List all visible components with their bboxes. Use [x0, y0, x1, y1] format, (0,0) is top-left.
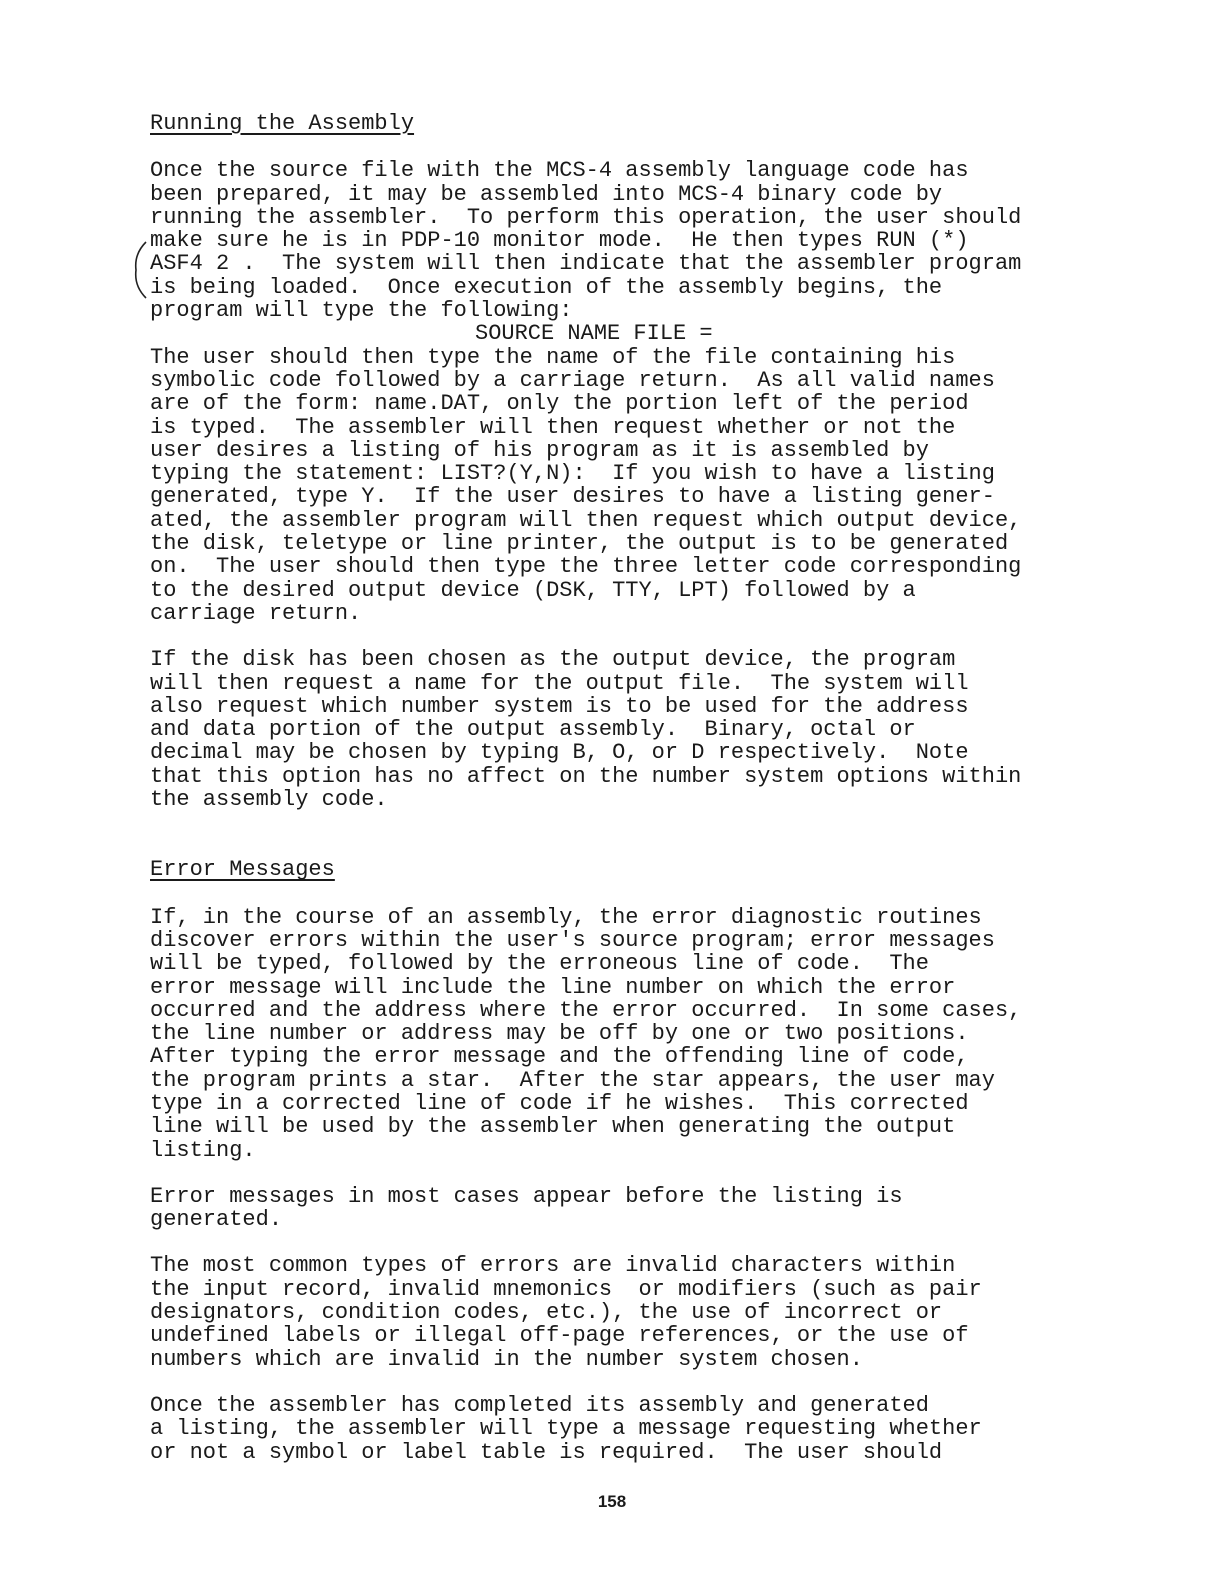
text-line: type in a corrected line of code if he wishes. This corrected	[150, 1090, 969, 1116]
text-line: on. The user should then type the three letter code corresponding	[150, 554, 1022, 580]
text-line: is being loaded. Once execution of the assembly begins, the	[150, 274, 943, 300]
text-line: been prepared, it may be assembled into MCS-4 binary code by	[150, 181, 943, 207]
text-line: the assembly code.	[150, 787, 388, 813]
paragraph-common-errors	[150, 1254, 1110, 1370]
paragraph-running-intro	[150, 159, 1110, 322]
paragraph-error-timing	[150, 1185, 1110, 1232]
text-line: If the disk has been chosen as the output device, the program	[150, 647, 956, 673]
text-line: numbers which are invalid in the number system chosen.	[150, 1346, 863, 1372]
text-line: The user should then type the name of the file containing his	[150, 344, 956, 370]
text-line: carriage return.	[150, 600, 362, 626]
text-line: listing.	[150, 1137, 256, 1163]
section-heading-error-messages: Error Messages	[150, 857, 335, 883]
paragraph-error-diagnostics	[150, 906, 1110, 1162]
text-line: decimal may be chosen by typing B, O, or D respectively. Note	[150, 740, 969, 766]
text-line: Error messages in most cases appear before the listing is	[150, 1183, 903, 1209]
text-line: occurred and the address where the error occurred. In some cases,	[150, 997, 1022, 1023]
text-line: designators, condition codes, etc.), the use of incorrect or	[150, 1300, 943, 1326]
paragraph-source-file-instructions	[150, 346, 1110, 626]
text-line: program will type the following:	[150, 298, 573, 324]
text-line: generated.	[150, 1207, 283, 1233]
text-line: undefined labels or illegal off-page references, or the use of	[150, 1323, 969, 1349]
paragraph-disk-output	[150, 648, 1110, 811]
text-line: After typing the error message and the offending line of code,	[150, 1044, 969, 1070]
page-number: 158	[597, 1492, 627, 1511]
text-line: The most common types of errors are invalid characters within	[150, 1253, 956, 1279]
text-line: the program prints a star. After the star appears, the user may	[150, 1067, 995, 1093]
text-line: a listing, the assembler will type a message requesting whether	[150, 1416, 982, 1442]
text-line: to the desired output device (DSK, TTY, LPT) followed by a	[150, 577, 916, 603]
text-line: typing the statement: LIST?(Y,N): If you wish to have a listing	[150, 461, 995, 487]
text-line: Once the assembler has completed its assembly and generated	[150, 1392, 929, 1418]
text-line: are of the form: name.DAT, only the portion left of the period	[150, 391, 969, 417]
text-line: discover errors within the user's source program; error messages	[150, 927, 995, 953]
text-line: symbolic code followed by a carriage return. As all valid names	[150, 367, 995, 393]
text-line: running the assembler. To perform this operation, the user should	[150, 204, 1022, 230]
paragraph-symbol-table	[150, 1394, 1110, 1464]
text-line: line will be used by the assembler when generating the output	[150, 1114, 956, 1140]
handwritten-margin-bracket	[130, 240, 150, 300]
text-line: Once the source file with the MCS-4 assembly language code has	[150, 158, 969, 184]
text-line: ated, the assembler program will then request which output device,	[150, 507, 1022, 533]
text-line: or not a symbol or label table is required. The user should	[150, 1439, 943, 1465]
text-line: make sure he is in PDP-10 monitor mode. He then types RUN (*)	[150, 228, 969, 254]
text-line: will be typed, followed by the erroneous line of code. The	[150, 951, 929, 977]
text-line: the line number or address may be off by one or two positions.	[150, 1021, 969, 1047]
text-line: also request which number system is to be used for the address	[150, 693, 969, 719]
document-page	[150, 112, 1110, 1464]
text-line: is typed. The assembler will then request whether or not the	[150, 414, 956, 440]
text-line: generated, type Y. If the user desires to have a listing gener-	[150, 484, 995, 510]
text-line: error message will include the line number on which the error	[150, 974, 956, 1000]
text-line: will then request a name for the output file. The system will	[150, 670, 969, 696]
text-line: the disk, teletype or line printer, the output is to be generated	[150, 531, 1009, 557]
text-line: and data portion of the output assembly. Binary, octal or	[150, 717, 916, 743]
text-line: If, in the course of an assembly, the error diagnostic routines	[150, 904, 982, 930]
text-line: that this option has no affect on the number system options within	[150, 763, 1022, 789]
section-heading-running-the-assembly: Running the Assembly	[150, 111, 415, 136]
text-line: user desires a listing of his program as it is assembled by	[150, 437, 929, 463]
text-line: ASF4 2 . The system will then indicate that the assembler program	[150, 251, 1022, 277]
text-line: the input record, invalid mnemonics or modifiers (such as pair	[150, 1276, 982, 1302]
source-name-prompt: SOURCE NAME FILE =	[475, 321, 713, 347]
